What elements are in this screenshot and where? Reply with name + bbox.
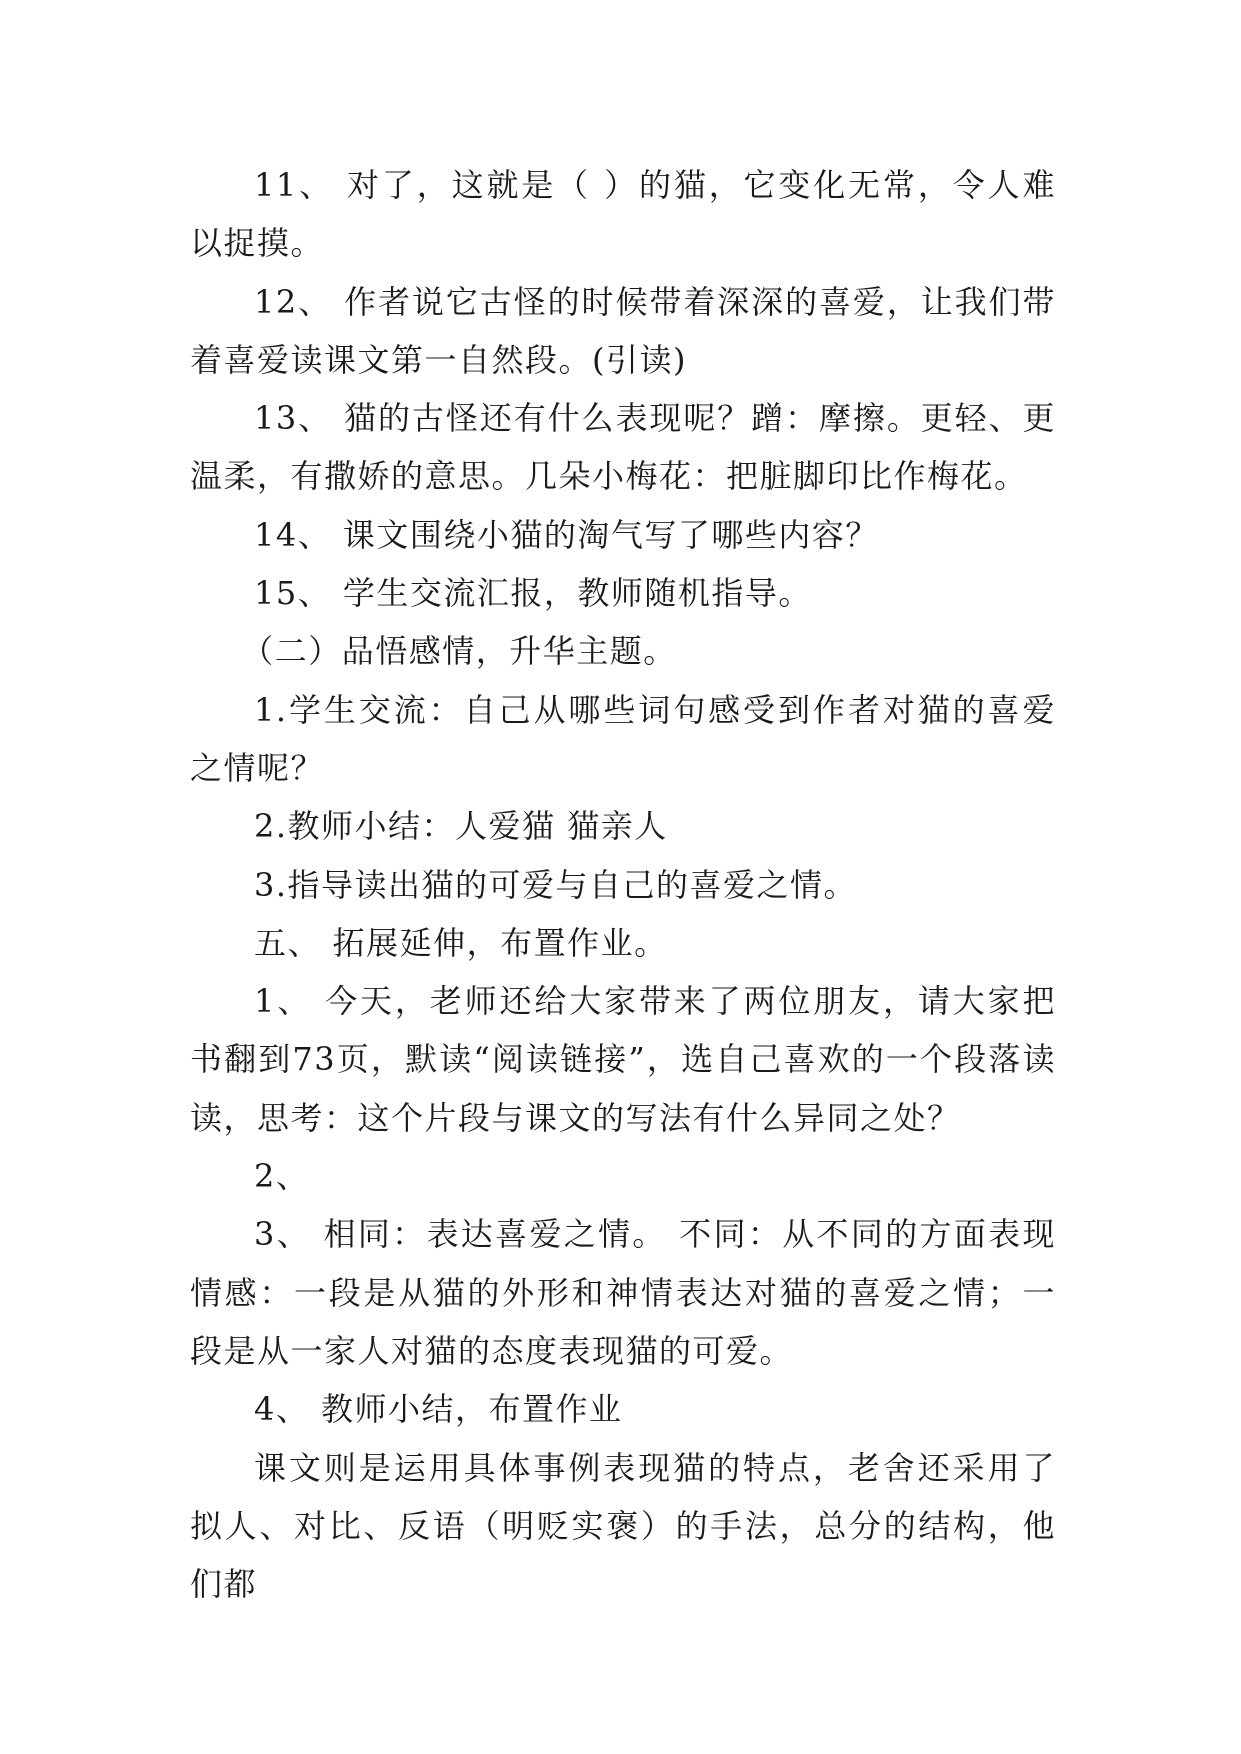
paragraph-14: 14、 课文围绕小猫的淘气写了哪些内容？ bbox=[254, 515, 879, 554]
paragraph-15: 15、 学生交流汇报，教师随机指导。 bbox=[254, 574, 812, 613]
paragraph-closing: 课文则是运用具体事例表现猫的特点，老舍还采用了拟人、对比、反语（明贬实褒）的手法，总分的结构，他们都 bbox=[190, 1448, 1056, 1604]
paragraph-13: 13、 猫的古怪还有什么表现呢？蹭：摩擦。更轻、更温柔，有撒娇的意思。几朵小梅花：把脏脚印比作梅花。 bbox=[190, 399, 1056, 496]
document-body bbox=[190, 156, 1056, 1613]
paragraph-extension-3: 3、 相同：表达喜爱之情。 不同：从不同的方面表现情感：一段是从猫的外形和神情表达对猫的喜爱之情；一段是从一家人对猫的态度表现猫的可爱。 bbox=[190, 1215, 1056, 1370]
paragraph-guided-reading: 3.指导读出猫的可爱与自己的喜爱之情。 bbox=[254, 865, 858, 904]
section-heading-2: （二）品悟感情，升华主题。 bbox=[241, 632, 677, 671]
paragraph-extension-4: 4、 教师小结，布置作业 bbox=[254, 1390, 623, 1429]
paragraph-12: 12、 作者说它古怪的时候带着深深的喜爱，让我们带着喜爱读课文第一自然段。(引读) bbox=[190, 282, 1056, 379]
paragraph-extension-2: 2、 bbox=[254, 1157, 310, 1196]
paragraph-extension-1: 1、 今天，老师还给大家带来了两位朋友，请大家把书翻到73页，默读“阅读链接”，选自己喜欢的一个段落读读，思考：这个片段与课文的写法有什么异同之处？ bbox=[190, 982, 1056, 1137]
paragraph-student-exchange: 1.学生交流：自己从哪些词句感受到作者对猫的喜爱之情呢？ bbox=[190, 690, 1056, 787]
section-heading-5: 五、 拓展延伸，布置作业。 bbox=[254, 923, 668, 962]
paragraph-teacher-summary: 2.教师小结：人爱猫 猫亲人 bbox=[254, 807, 668, 846]
paragraph-11: 11、 对了，这就是（ ）的猫，它变化无常，令人难以捉摸。 bbox=[190, 166, 1056, 263]
